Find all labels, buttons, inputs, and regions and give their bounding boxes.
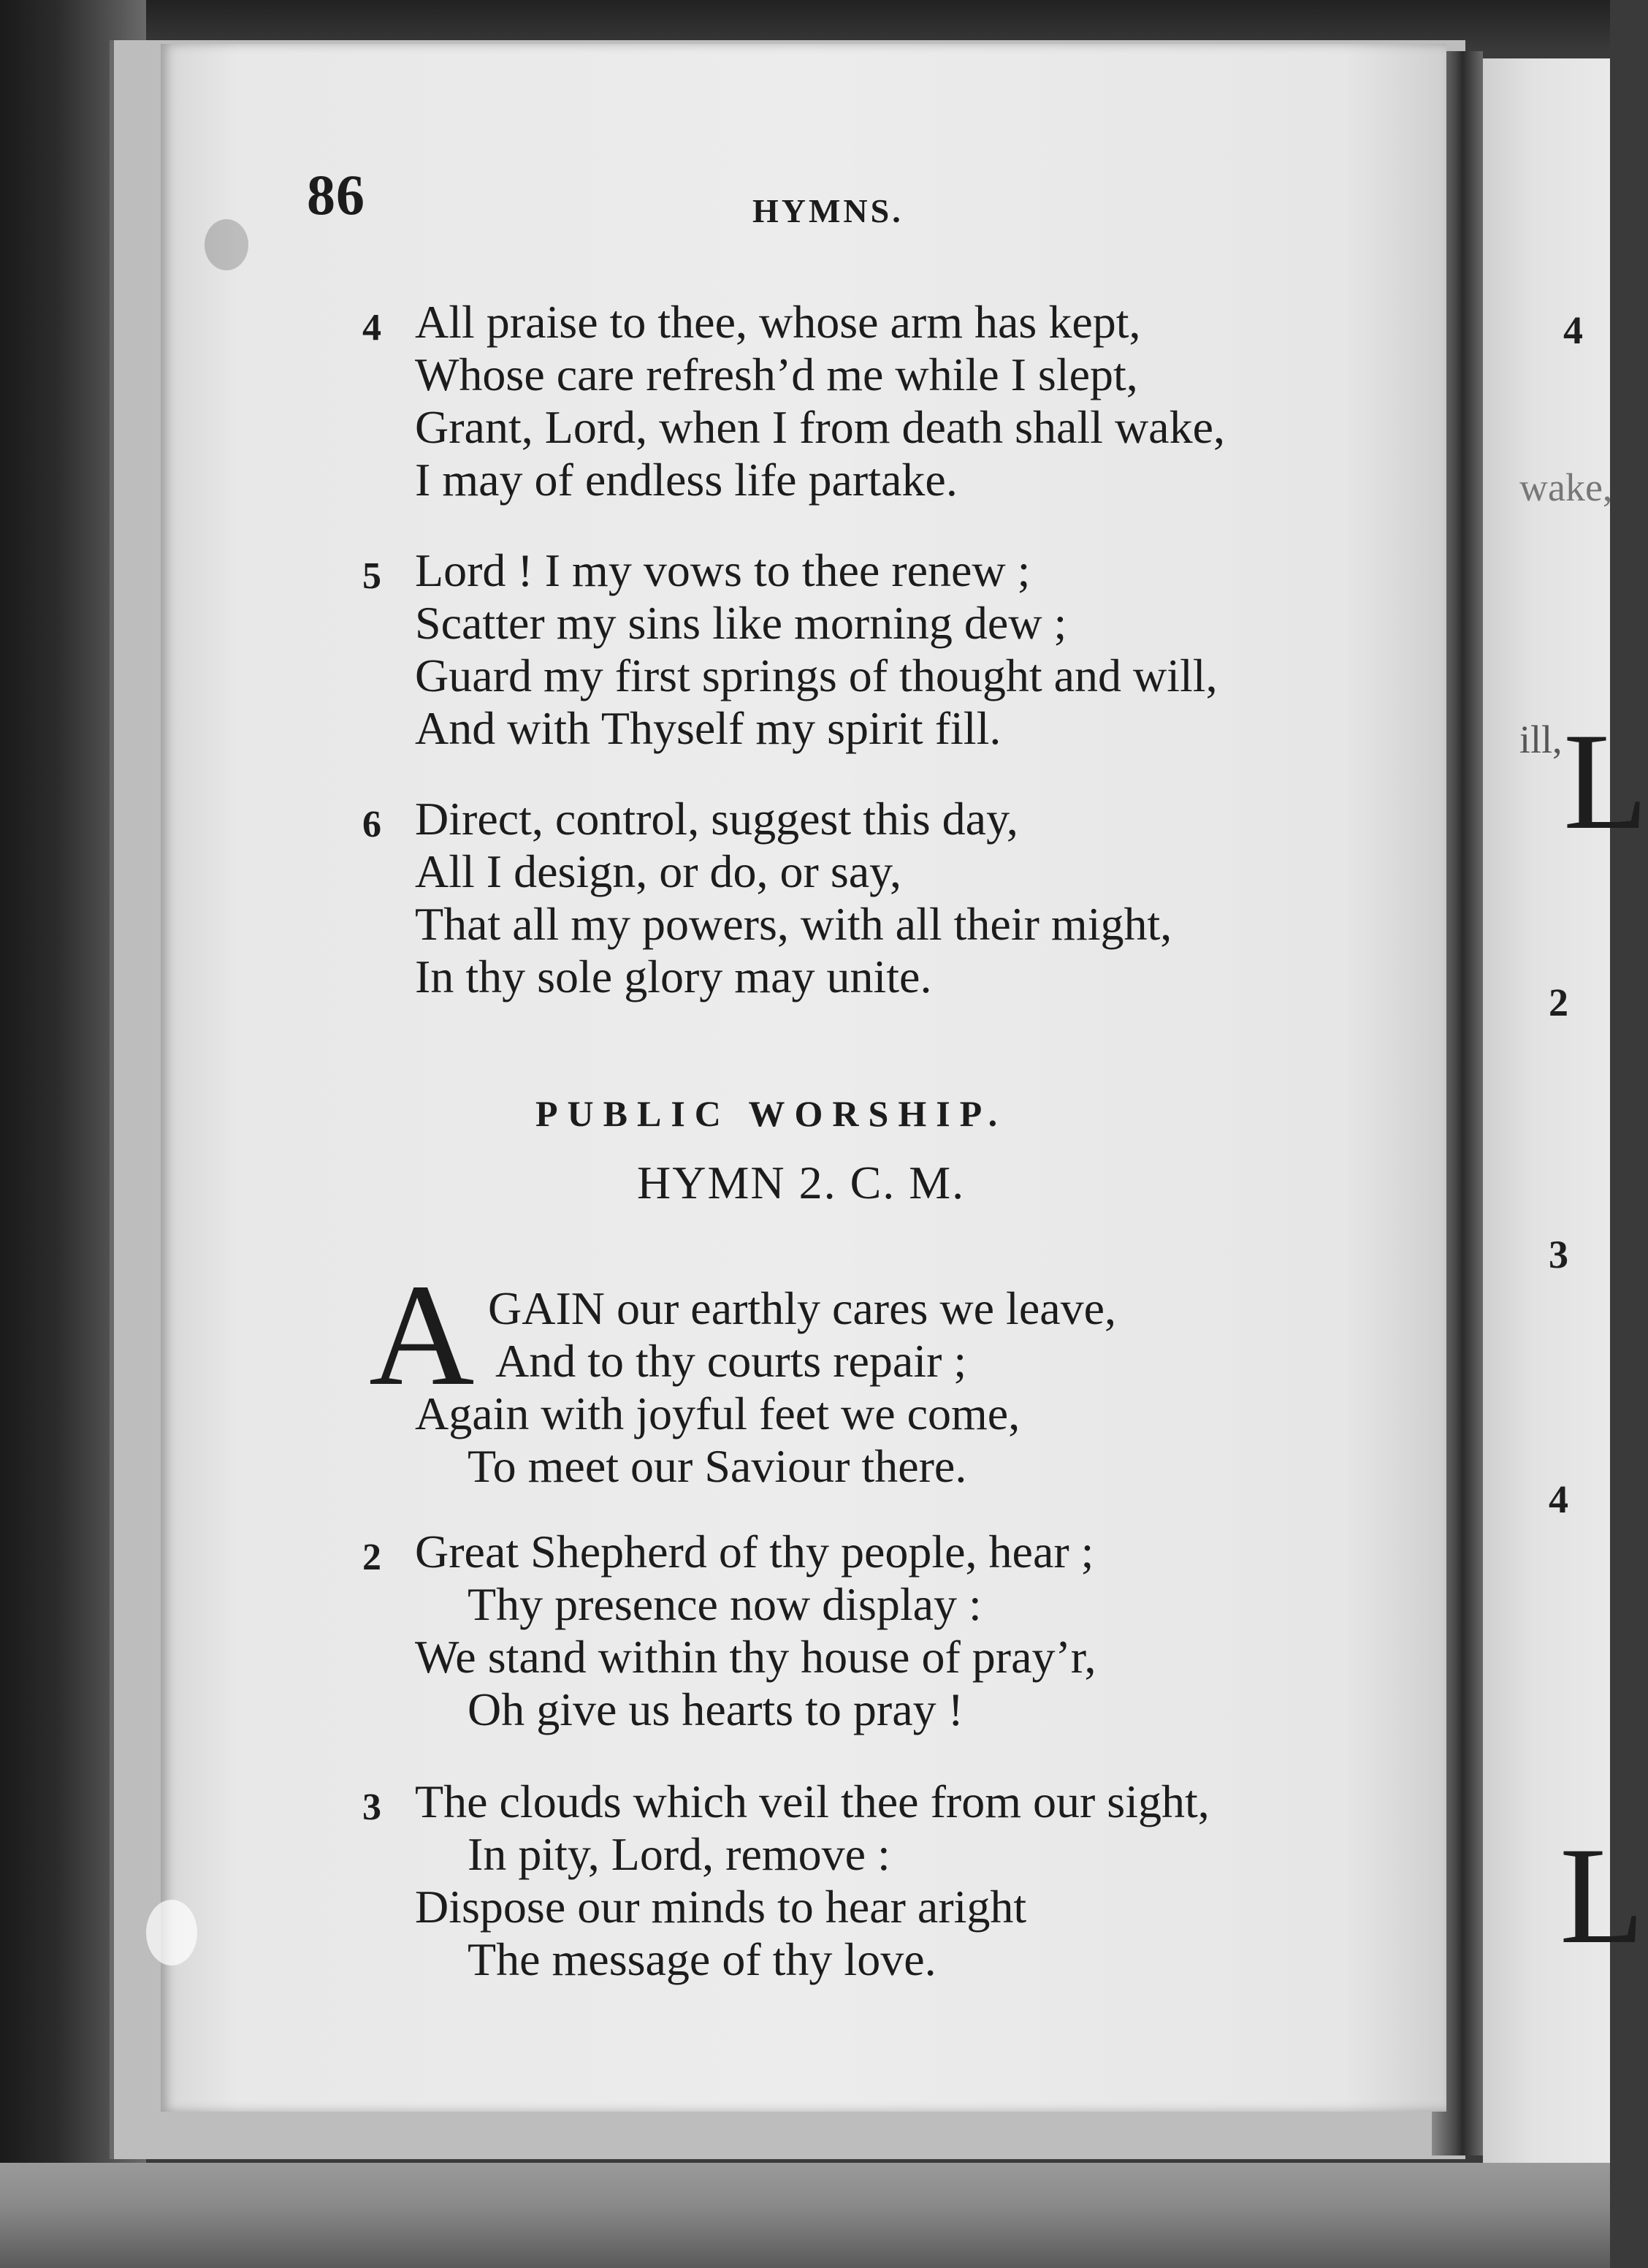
verse-number: 3	[362, 1786, 381, 1828]
verse-number: 4	[362, 307, 381, 349]
verse-line: Again with joyful feet we come,	[415, 1388, 1021, 1439]
page-number: 86	[307, 163, 365, 227]
verse-line: Guard my first springs of thought and will,	[415, 650, 1218, 701]
facing-page-fragment: 3	[1549, 1233, 1568, 1276]
verse-line: We stand within thy house of pray’r,	[415, 1631, 1096, 1683]
facing-page-dropcap: L	[1560, 1819, 1645, 1973]
verse-line: All I design, or do, or say,	[415, 845, 901, 897]
verse-line: Lord ! I my vows to thee renew ;	[415, 544, 1031, 596]
verse-line: I may of endless life partake.	[415, 454, 958, 506]
verse-6	[362, 793, 1172, 1003]
facing-page	[1483, 58, 1648, 2163]
facing-page-fragment: wake,	[1519, 465, 1613, 509]
verse-line: All praise to thee, whose arm has kept,	[415, 296, 1141, 348]
verse-line: And to thy courts repair ;	[495, 1335, 967, 1387]
verse-line: Grant, Lord, when I from death shall wake,	[415, 401, 1225, 453]
verse-line: GAIN our earthly cares we leave,	[488, 1282, 1117, 1334]
verse-number: 2	[362, 1537, 381, 1578]
hymn-verse-3	[362, 1776, 1210, 1986]
verse-line: The message of thy love.	[468, 1933, 936, 1985]
verse-line: That all my powers, with all their might,	[415, 898, 1172, 950]
facing-page-fragment: 4	[1563, 308, 1583, 352]
hymn-verse-2	[362, 1526, 1096, 1736]
verse-line: The clouds which veil thee from our sight,	[415, 1776, 1210, 1827]
verse-5	[362, 544, 1218, 755]
facing-page-fragment: ill,	[1519, 718, 1563, 761]
verse-line: Dispose our minds to hear aright	[415, 1881, 1027, 1933]
hymn-heading: HYMN 2. C. M.	[637, 1157, 966, 1209]
ink-smudge	[205, 219, 248, 270]
verse-line: Direct, control, suggest this day,	[415, 793, 1018, 845]
verse-line: And with Thyself my spirit fill.	[415, 702, 1002, 754]
verse-line: To meet our Saviour there.	[468, 1440, 967, 1492]
verse-line: Whose care refresh’d me while I slept,	[415, 349, 1138, 400]
section-heading: PUBLIC WORSHIP.	[535, 1093, 1007, 1134]
facing-page-fragment: 4	[1549, 1477, 1568, 1521]
verse-line: In thy sole glory may unite.	[415, 951, 932, 1002]
verse-number: 5	[362, 555, 381, 597]
verse-line: Thy presence now display :	[468, 1578, 982, 1630]
verse-number: 6	[362, 804, 381, 845]
facing-page-dropcap: L	[1563, 705, 1648, 859]
paper-spot	[146, 1900, 197, 1966]
verse-line: Oh give us hearts to pray !	[468, 1683, 964, 1735]
verse-4	[362, 296, 1225, 506]
verse-line: In pity, Lord, remove :	[468, 1828, 890, 1880]
facing-page-fragment: 2	[1549, 981, 1568, 1024]
running-head: HYMNS.	[752, 192, 904, 229]
drop-cap: A	[369, 1255, 475, 1416]
verse-line: Scatter my sins like morning dew ;	[415, 597, 1067, 649]
verse-line: Great Shepherd of thy people, hear ;	[415, 1526, 1094, 1578]
scan-border-bottom	[0, 2163, 1610, 2268]
hymn-verse-1	[415, 1282, 1116, 1493]
